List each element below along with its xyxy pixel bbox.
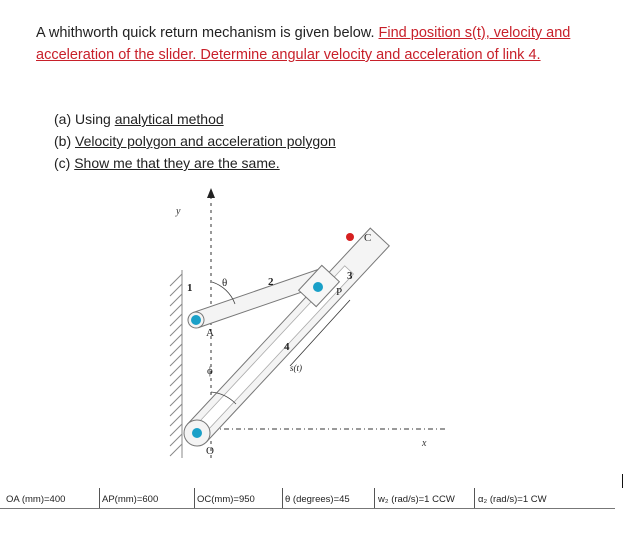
pin-a <box>191 315 201 325</box>
part-b-text: Velocity polygon and acceleration polygon <box>75 133 336 149</box>
label-point-p: P <box>336 286 343 298</box>
param-divider <box>194 488 195 508</box>
part-c-text: Show me that they are the same. <box>74 155 280 171</box>
param-oc: OC(mm)=950 <box>197 494 255 505</box>
part-c-prefix: (c) <box>54 155 75 171</box>
pin-o <box>192 428 202 438</box>
label-point-a: A <box>206 327 214 339</box>
param-alpha2: α₂ (rad/s)=1 CW <box>478 494 547 505</box>
x-axis-label: x <box>422 438 427 449</box>
param-divider <box>374 488 375 508</box>
pin-p <box>313 282 323 292</box>
part-b-prefix: (b) <box>54 133 75 149</box>
problem-parts <box>54 108 336 174</box>
y-axis-label: y <box>176 206 181 217</box>
label-link-3: 3 <box>347 270 353 282</box>
bottom-rule <box>0 508 615 509</box>
problem-intro: A whithworth quick return mechanism is given below. <box>36 25 375 41</box>
label-point-o: O <box>206 445 214 457</box>
param-theta: θ (degrees)=45 <box>285 494 350 505</box>
part-a-prefix: (a) Using <box>54 111 115 127</box>
label-phi: ϕ <box>207 365 213 377</box>
part-a <box>54 108 336 130</box>
text-cursor <box>622 474 623 488</box>
label-slider-s: s(t) <box>290 363 302 373</box>
ground-hatch <box>170 270 182 458</box>
label-point-c: C <box>364 232 372 244</box>
problem-statement <box>36 22 596 66</box>
param-divider <box>282 488 283 508</box>
label-link-1: 1 <box>187 282 193 294</box>
param-divider <box>474 488 475 508</box>
param-w2: w₂ (rad/s)=1 CCW <box>378 494 455 505</box>
label-link-4: 4 <box>284 341 290 353</box>
param-ap: AP(mm)=600 <box>102 494 159 505</box>
param-divider <box>99 488 100 508</box>
tip-c <box>346 233 354 241</box>
label-link-2: 2 <box>268 276 274 288</box>
part-b <box>54 130 336 152</box>
parameter-row <box>0 486 640 516</box>
param-oa: OA (mm)=400 <box>6 494 66 505</box>
link-4 <box>179 228 390 451</box>
y-axis-arrow <box>207 188 215 198</box>
mechanism-diagram <box>140 178 470 478</box>
label-theta: θ <box>222 277 228 289</box>
part-a-text: analytical method <box>114 111 224 127</box>
part-c <box>54 152 336 174</box>
problem-highlight[interactable]: Find position s(t), velocity and acceleration of the slider. Determine angular velocity and acceleration of link 4. <box>36 25 571 63</box>
